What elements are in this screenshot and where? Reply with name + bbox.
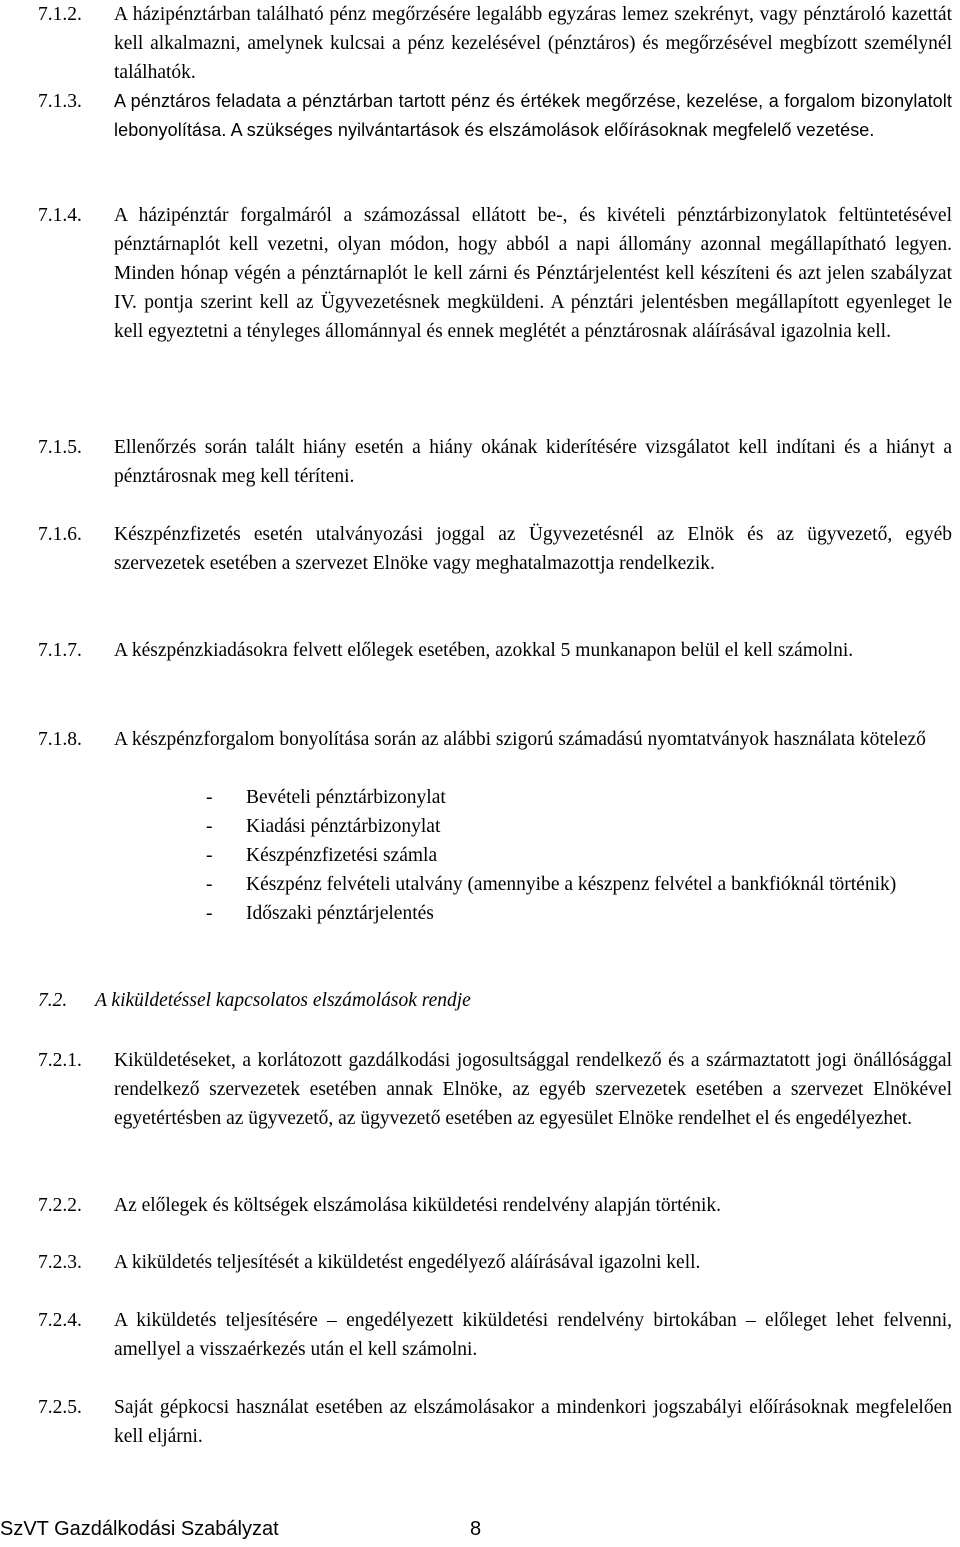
paragraph-text: Kiküldetéseket, a korlátozott gazdálkodási jogosultsággal rendelkező és a származtatott jogi önállósággal rendelkező szervezetek esetében annak Elnöke, az egyéb szervezetek esetében a szervezet Elnökével egyetértésben az ügyvezető, az ügyvezető esetében az egyesület Elnöke rendelhet el és engedélyezhet. [114,1050,952,1129]
list-item [206,841,960,870]
bullet-dash: - [206,874,213,895]
paragraph-7-2-5 [38,1393,958,1451]
paragraph-7-2-4 [38,1306,958,1364]
paragraph-7-2-1 [38,1046,958,1133]
list-item-text: Készpénzfizetési számla [246,845,438,866]
paragraph-7-1-2 [38,0,958,87]
paragraph-number: 7.1.7. [38,640,82,661]
paragraph-text: Saját gépkocsi használat esetében az elszámolásakor a mindenkori jogszabályi előírásoknak megfelelően kell eljárni. [114,1397,952,1447]
section-number: 7.2. [38,990,68,1011]
paragraph-7-1-6 [38,520,958,578]
page-footer [0,1515,482,1544]
paragraph-number: 7.1.5. [38,437,82,458]
bullet-dash: - [206,787,213,808]
bullet-dash: - [206,816,213,837]
paragraph-number: 7.1.4. [38,205,82,226]
paragraph-7-1-4 [38,201,958,346]
paragraph-7-1-5 [38,433,958,491]
paragraph-number: 7.1.2. [38,4,82,25]
paragraph-7-1-8 [38,725,958,754]
paragraph-7-2-3 [38,1248,958,1277]
paragraph-text: A készpénzkiadásokra felvett előlegek esetében, azokkal 5 munkanapon belül el kell számolni. [114,640,854,661]
paragraph-text: A készpénzforgalom bonyolítása során az alábbi szigorú számadású nyomtatványok használata kötelező [114,729,926,750]
paragraph-number: 7.1.8. [38,729,82,750]
paragraph-number: 7.2.5. [38,1397,82,1418]
paragraph-number: 7.2.4. [38,1310,82,1331]
paragraph-number: 7.1.6. [38,524,82,545]
list-item-text: Bevételi pénztárbizonylat [246,787,446,808]
list-item-text: Időszaki pénztárjelentés [246,903,434,924]
bullet-dash: - [206,903,213,924]
paragraph-7-1-7 [38,636,958,665]
paragraph-text: A pénztáros feladata a pénztárban tartott pénz és értékek megőrzése, kezelése, a forgalom bizonylatolt lebonyolítása. A szükséges nyilvántartások és elszámolások előírásoknak megfelelő vezetése. [114,91,952,140]
paragraph-7-1-3 [38,87,958,145]
list-item [206,899,960,928]
paragraph-number: 7.2.3. [38,1252,82,1273]
paragraph-text: Készpénzfizetés esetén utalványozási joggal az Ügyvezetésnél az Elnök és az ügyvezető, egyéb szervezetek esetében a szervezet Elnöke vagy meghatalmazottja rendelkezik. [114,524,952,574]
list-item-text: Kiadási pénztárbizonylat [246,816,441,837]
section-heading [38,986,471,1015]
paragraph-text: Az előlegek és költségek elszámolása kiküldetési rendelvény alapján történik. [114,1195,721,1216]
paragraph-text: A kiküldetés teljesítésére – engedélyezett kiküldetési rendelvény birtokában – előleget lehet felvenni, amellyel a visszaérkezés után el kell számolni. [114,1310,952,1360]
paragraph-number: 7.2.2. [38,1195,82,1216]
list-item [206,812,960,841]
list-item [206,783,960,812]
paragraph-text: A házipénztár forgalmáról a számozással ellátott be-, és kivételi pénztárbizonylatok feltüntetésével pénztárnaplót kell vezetni, olyan módon, hogy abból a napi állomány azonnal megállapítható legyen. Minden hónap végén a pénztárnaplót le kell zárni és Pénztárjelentést kell készíteni és azt jelen szabályzat IV. pontja szerint kell az Ügyvezetésnek megküldeni. A pénztári jelentésben megállapított egyenleget le kell egyeztetni a tényleges állománnyal és ennek meglétét a pénztárosnak aláírásával igazolnia kell. [114,205,952,342]
paragraph-text: A kiküldetés teljesítését a kiküldetést engedélyező aláírásával igazolni kell. [114,1252,701,1273]
paragraph-text: Ellenőrzés során talált hiány esetén a hiány okának kiderítésére vizsgálatot kell indítani és a hiányt a pénztárosnak meg kell téríteni. [114,437,952,487]
paragraph-number: 7.1.3. [38,91,82,112]
paragraph-number: 7.2.1. [38,1050,82,1071]
paragraph-text: A házipénztárban található pénz megőrzésére legalább egyzáras lemez szekrényt, vagy pénztároló kazettát kell alkalmazni, amelynek kulcsai a pénz kezelésével (pénztáros) és megőrzésével megbízott személynél találhatók. [114,4,952,83]
form-list [206,783,960,928]
list-item-text: Készpénz felvételi utalvány (amennyibe a készpenz felvétel a bankfióknál történik) [246,874,897,895]
bullet-dash: - [206,845,213,866]
section-title: A kiküldetéssel kapcsolatos elszámolások rendje [95,990,471,1011]
paragraph-7-2-2 [38,1191,958,1220]
page-number: 8 [470,1518,482,1540]
list-item [206,870,960,899]
footer-title: SzVT Gazdálkodási Szabályzat [0,1518,279,1540]
